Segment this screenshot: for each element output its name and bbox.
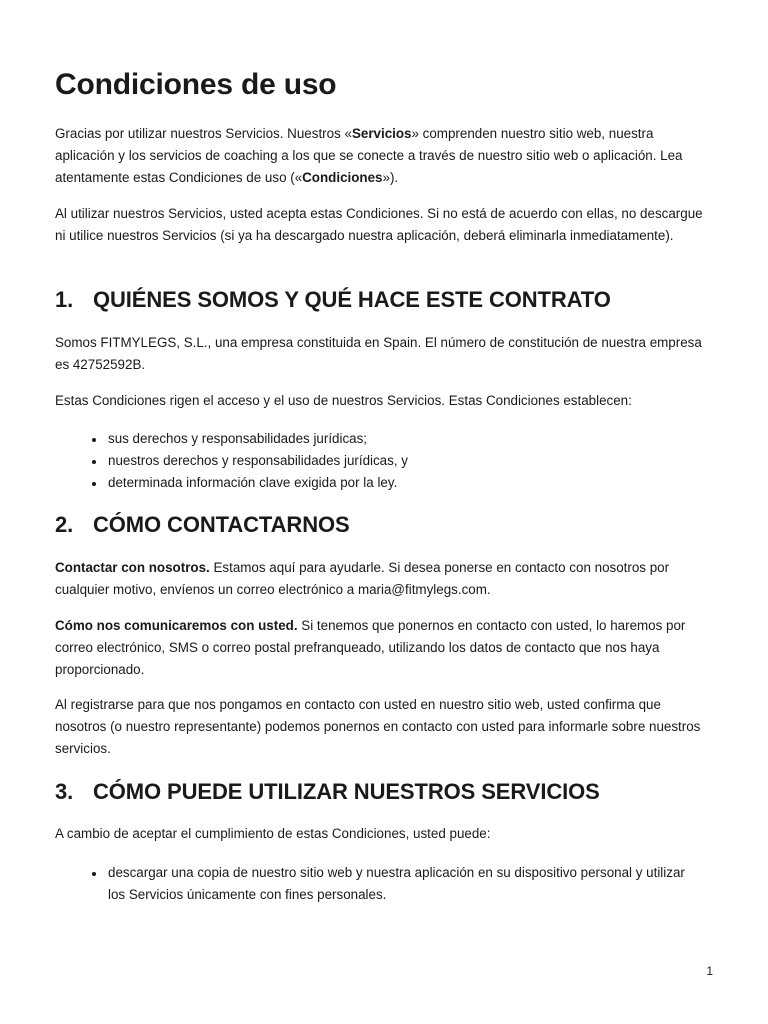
section-3-heading [55, 779, 600, 805]
section-2-paragraph-1: Contactar con nosotros. Estamos aquí para ayudarle. Si desea ponerse en contacto con nosotros por cualquier motivo, envíenos un correo electrónico a maria@fitmylegs.com. [55, 560, 670, 597]
section-1-number: 1. [55, 287, 74, 312]
section-2-lead-1: Contactar con nosotros. [55, 560, 210, 575]
section-2-title: CÓMO CONTACTARNOS [93, 512, 350, 537]
section-1-title: QUIÉNES SOMOS Y QUÉ HACE ESTE CONTRATO [93, 287, 611, 312]
term-servicios: Servicios [351, 126, 412, 141]
section-1-paragraph-2: Estas Condiciones rigen el acceso y el uso de nuestros Servicios. Estas Condiciones establecen: [55, 393, 632, 408]
section-3-title: CÓMO PUEDE UTILIZAR NUESTROS SERVICIOS [93, 779, 600, 804]
list-item: nuestros derechos y responsabilidades jurídicas, y [88, 450, 698, 472]
term-condiciones: Condiciones [302, 170, 383, 185]
list-item: sus derechos y responsabilidades jurídicas; [88, 428, 698, 450]
section-2-heading [55, 512, 350, 538]
page-title: Condiciones de uso [55, 68, 337, 101]
section-1-heading [55, 287, 611, 313]
intro-paragraph-2: Al utilizar nuestros Servicios, usted acepta estas Condiciones. Si no está de acuerdo con ellas, no descargue ni utilice nuestros Servicios (si ya ha descargado nuestra aplicación, deberá eliminarla inmediatamente). [55, 206, 703, 243]
section-2-lead-2: Cómo nos comunicaremos con usted. [55, 618, 298, 633]
section-2-paragraph-3: Al registrarse para que nos pongamos en contacto con usted en nuestro sitio web, usted confirma que nosotros (o nuestro representante) podemos ponernos en contacto con usted para informarle sobre nuestros servicios. [55, 697, 701, 756]
section-3-list [88, 862, 698, 906]
page-number: 1 [706, 964, 713, 978]
section-1-paragraph-1: Somos FITMYLEGS, S.L., una empresa constituida en Spain. El número de constitución de nuestra empresa es 42752592B. [55, 335, 702, 372]
section-3-number: 3. [55, 779, 74, 804]
intro-paragraph-1: Gracias por utilizar nuestros Servicios. Nuestros «Servicios» comprenden nuestro sitio web, nuestra aplicación y los servicios de coaching a los que se conecte a través de nuestro sitio web o aplicación. Lea atentamente estas Condiciones de uso («Condiciones»). [55, 126, 683, 185]
list-item: determinada información clave exigida por la ley. [88, 472, 698, 494]
section-2-number: 2. [55, 512, 74, 537]
section-2-paragraph-2: Cómo nos comunicaremos con usted. Si tenemos que ponernos en contacto con usted, lo haremos por correo electrónico, SMS o correo postal prefranqueado, utilizando los datos de contacto que nos haya proporcionado. [55, 618, 686, 677]
section-1-list [88, 428, 698, 494]
section-3-paragraph-1: A cambio de aceptar el cumplimiento de estas Condiciones, usted puede: [55, 826, 491, 841]
list-item: descargar una copia de nuestro sitio web y nuestra aplicación en su dispositivo personal y utilizar los Servicios únicamente con fines personales. [88, 862, 698, 906]
